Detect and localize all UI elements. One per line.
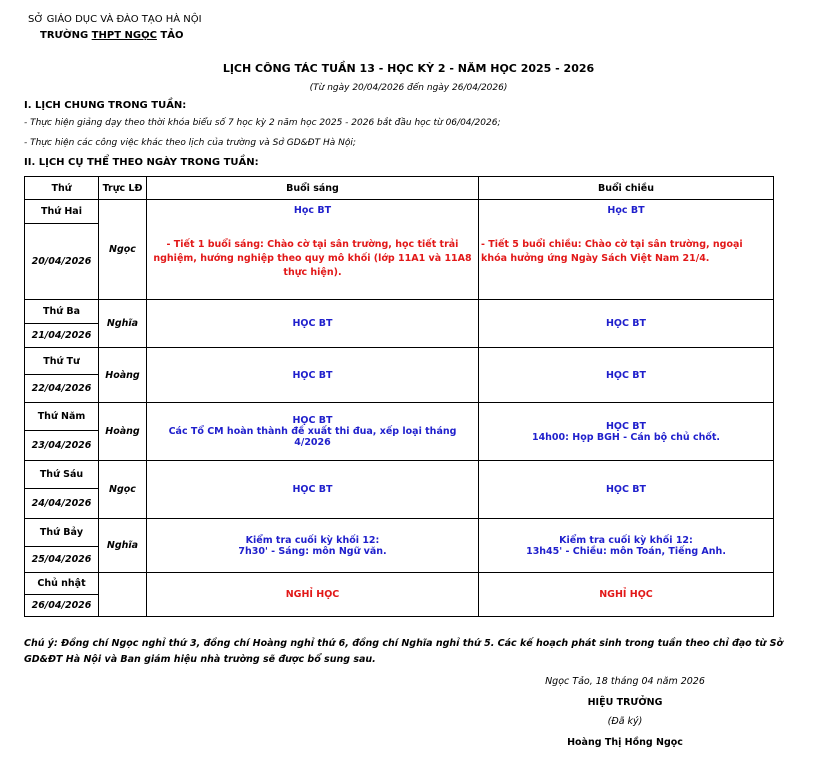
section2-heading: II. LỊCH CỤ THỂ THEO NGÀY TRONG TUẦN:: [24, 157, 259, 168]
table-header-row: [25, 177, 774, 200]
afternoon-main: HỌC BT: [605, 420, 647, 432]
morning-cell: NGHỈ HỌC: [147, 573, 479, 617]
table-row: [25, 519, 774, 547]
duty-cell: Hoàng: [99, 403, 147, 461]
school-name-underlined: THPT NGỌC: [91, 30, 157, 41]
morning-main: Học BT: [293, 205, 332, 216]
table-row: [25, 300, 774, 324]
day-cell: Chủ nhật: [25, 573, 99, 595]
morning-cell: HỌC BT: [147, 461, 479, 519]
morning-main: Kiểm tra cuối kỳ khối 12:: [245, 534, 380, 546]
page-title: LỊCH CÔNG TÁC TUẦN 13 - HỌC KỲ 2 - NĂM HỌC 2025 - 2026: [222, 62, 595, 75]
date-cell: 23/04/2026: [25, 431, 99, 461]
morning-main: HỌC BT: [292, 415, 333, 426]
duty-cell: Hoàng: [99, 348, 147, 403]
signature-place-date: Ngọc Tảo, 18 tháng 04 năm 2026: [545, 676, 705, 687]
afternoon-cell: HỌC BT: [479, 300, 774, 348]
date-cell: 26/04/2026: [25, 595, 99, 617]
header-afternoon: Buổi chiều: [479, 177, 774, 200]
day-cell: Thứ Bảy: [25, 519, 99, 547]
afternoon-main: Kiểm tra cuối kỳ khối 12:: [559, 534, 693, 546]
afternoon-cell: [479, 403, 774, 461]
afternoon-cell: [479, 200, 774, 300]
date-cell: 25/04/2026: [25, 547, 99, 573]
day-cell: Thứ Tư: [25, 348, 99, 375]
signature-signed: (Đã ký): [607, 716, 643, 727]
afternoon-detail: 13h45' - Chiều: môn Toán, Tiếng Anh.: [526, 545, 726, 557]
header-day: Thứ: [25, 177, 99, 200]
school-name-prefix: TRƯỜNG: [40, 30, 92, 41]
morning-cell: HỌC BT: [147, 300, 479, 348]
table-row: [25, 573, 774, 595]
morning-cell: [147, 200, 479, 300]
table-row: [25, 348, 774, 375]
page-subtitle: (Từ ngày 20/04/2026 đến ngày 26/04/2026): [309, 83, 508, 93]
afternoon-main: Học BT: [607, 205, 645, 216]
section1-line-2: - Thực hiện các công việc khác theo lịch của trường và Sở GD&ĐT Hà Nội;: [24, 138, 356, 148]
morning-detail: - Tiết 1 buổi sáng: Chào cờ tại sân trường, học tiết trải nghiệm, hướng nghiệp theo quy mô khối (lớp 11A1 và 11A8 thực hiện).: [153, 239, 472, 278]
signature-role: HIỆU TRƯỞNG: [587, 697, 663, 708]
duty-cell: Ngọc: [99, 200, 147, 300]
morning-cell: [147, 403, 479, 461]
date-cell: 24/04/2026: [25, 489, 99, 519]
duty-cell: Ngọc: [99, 461, 147, 519]
morning-detail: 7h30' - Sáng: môn Ngữ văn.: [238, 545, 387, 557]
afternoon-detail: - Tiết 5 buổi chiều: Chào cờ tại sân trường, ngoại khóa hưởng ứng Ngày Sách Việt Nam 21/4.: [481, 239, 743, 264]
date-cell: 21/04/2026: [25, 324, 99, 348]
date-cell: 22/04/2026: [25, 375, 99, 403]
afternoon-cell: HỌC BT: [479, 348, 774, 403]
section1-heading: I. LỊCH CHUNG TRONG TUẦN:: [24, 100, 187, 111]
table-row: [25, 403, 774, 431]
afternoon-detail: 14h00: Họp BGH - Cán bộ chủ chốt.: [531, 431, 721, 443]
day-cell: Thứ Năm: [25, 403, 99, 431]
duty-cell: Nghĩa: [99, 300, 147, 348]
footnote: Chú ý: Đồng chí Ngọc nghỉ thứ 3, đồng chí Hoàng nghỉ thứ 6, đồng chí Nghĩa nghỉ thứ 5. Các kế hoạch phát sinh trong tuần theo chỉ đạo từ Sở GD&ĐT Hà Nội và Ban giám hiệu nhà trường sẽ được bổ sung sau.: [24, 638, 783, 665]
day-cell: Thứ Sáu: [25, 461, 99, 489]
schedule-table: [24, 176, 774, 617]
school-name: [40, 30, 183, 41]
morning-detail: Các Tổ CM hoàn thành đề xuất thi đua, xếp loại tháng 4/2026: [168, 426, 457, 448]
header-morning: Buổi sáng: [147, 177, 479, 200]
date-cell: 20/04/2026: [25, 224, 99, 300]
duty-cell: [99, 573, 147, 617]
day-cell: Thứ Ba: [25, 300, 99, 324]
duty-cell: Nghĩa: [99, 519, 147, 573]
day-cell: Thứ Hai: [25, 200, 99, 224]
signature-name: Hoàng Thị Hồng Ngọc: [567, 737, 683, 748]
afternoon-cell: NGHỈ HỌC: [479, 573, 774, 617]
afternoon-cell: [479, 519, 774, 573]
table-row: [25, 461, 774, 489]
table-row: [25, 200, 774, 224]
section1-line-1: - Thực hiện giảng dạy theo thời khóa biểu số 7 học kỳ 2 năm học 2025 - 2026 bắt đầu học từ 06/04/2026;: [24, 118, 501, 128]
header-duty: Trực LĐ: [99, 177, 147, 200]
afternoon-cell: HỌC BT: [479, 461, 774, 519]
morning-cell: HỌC BT: [147, 348, 479, 403]
morning-cell: [147, 519, 479, 573]
org-line1: SỞ GIÁO DỤC VÀ ĐÀO TẠO HÀ NỘI: [28, 14, 202, 25]
school-name-suffix: TẢO: [156, 30, 184, 41]
